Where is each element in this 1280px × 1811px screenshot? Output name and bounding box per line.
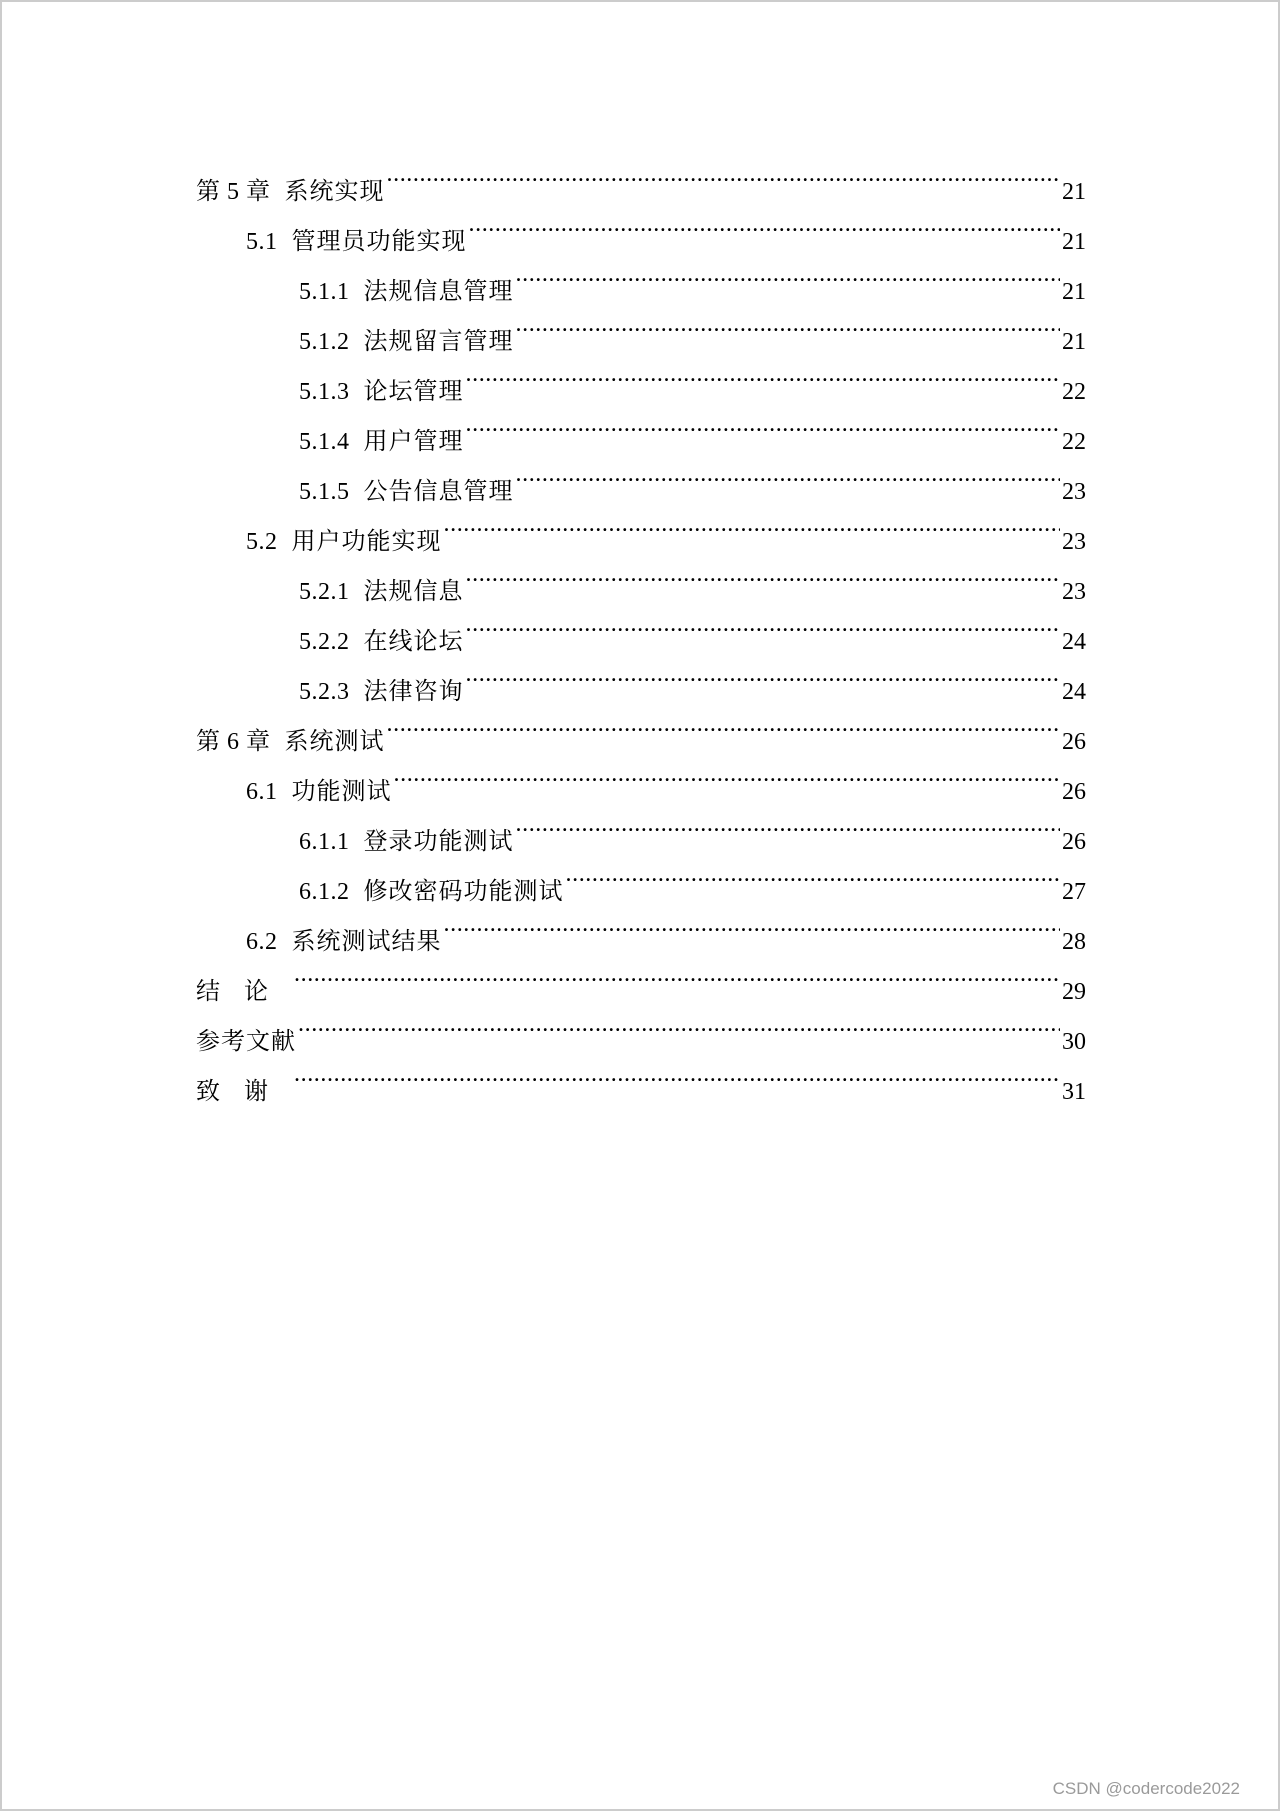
dot-leader bbox=[466, 599, 1061, 649]
toc-entry-number: 5.1.3 bbox=[299, 379, 350, 405]
toc-entry-page: 22 bbox=[1062, 379, 1086, 405]
toc-entry-title: 公告信息管理 bbox=[363, 479, 514, 505]
toc-entry-number: 6.1.1 bbox=[299, 829, 350, 855]
dot-leader bbox=[466, 649, 1061, 699]
toc-entry-number: 5.2.3 bbox=[299, 679, 350, 705]
toc-entry-number: 5.1.2 bbox=[299, 329, 350, 355]
toc-entry-number: 6.1.2 bbox=[299, 879, 350, 905]
toc-entry-title: 修改密码功能测试 bbox=[363, 879, 564, 905]
toc-entry-page: 30 bbox=[1062, 1029, 1086, 1055]
toc-entry-title: 功能测试 bbox=[291, 779, 392, 805]
toc-entry-references[interactable] bbox=[196, 999, 1086, 1055]
dot-leader bbox=[394, 749, 1061, 799]
toc-entry-title: 用户管理 bbox=[363, 429, 464, 455]
toc-entry-conclusion[interactable] bbox=[196, 949, 1086, 1005]
toc-entry-number: 5.2.2 bbox=[299, 629, 350, 655]
toc-entry-page: 26 bbox=[1062, 779, 1086, 805]
toc-entry-page: 21 bbox=[1062, 229, 1086, 255]
dot-leader bbox=[516, 449, 1061, 499]
toc-entry-title: 在线论坛 bbox=[363, 629, 464, 655]
toc-entry-page: 29 bbox=[1062, 979, 1086, 1005]
toc-entry-page: 28 bbox=[1062, 929, 1086, 955]
dot-leader bbox=[387, 699, 1061, 749]
toc-entry-number: 6.1 bbox=[246, 779, 278, 805]
toc-entry-title: 系统测试 bbox=[284, 729, 385, 755]
toc-entry-title: 系统测试结果 bbox=[291, 929, 442, 955]
dot-leader bbox=[466, 399, 1061, 449]
toc-entry-number: 5.2.1 bbox=[299, 579, 350, 605]
toc-entry-number: 5.1.1 bbox=[299, 279, 350, 305]
toc-entry-page: 31 bbox=[1062, 1079, 1086, 1105]
toc-entry-title: 法规信息管理 bbox=[363, 279, 514, 305]
toc-entry-title: 致谢 bbox=[196, 1079, 292, 1105]
toc-entry-title: 登录功能测试 bbox=[363, 829, 514, 855]
toc-entry-page: 21 bbox=[1062, 329, 1086, 355]
dot-leader bbox=[566, 849, 1061, 899]
toc-entry-title: 参考文献 bbox=[196, 1029, 296, 1055]
toc-entry-page: 24 bbox=[1062, 679, 1086, 705]
table-of-contents bbox=[196, 149, 1086, 1105]
toc-entry-number: 6.2 bbox=[246, 929, 278, 955]
dot-leader bbox=[294, 1049, 1060, 1099]
toc-entry-title: 法律咨询 bbox=[363, 679, 464, 705]
toc-entry-page: 23 bbox=[1062, 529, 1086, 555]
toc-entry-title: 管理员功能实现 bbox=[291, 229, 467, 255]
toc-entry-page: 22 bbox=[1062, 429, 1086, 455]
toc-entry-page: 23 bbox=[1062, 479, 1086, 505]
watermark: CSDN @codercode2022 bbox=[1052, 1779, 1240, 1798]
toc-entry-acknowledgements[interactable] bbox=[196, 1049, 1086, 1105]
dot-leader bbox=[466, 349, 1061, 399]
dot-leader bbox=[444, 899, 1061, 949]
toc-entry-title: 系统实现 bbox=[284, 179, 385, 205]
toc-entry-chapter-5[interactable] bbox=[196, 149, 1086, 205]
toc-entry-page: 26 bbox=[1062, 829, 1086, 855]
toc-entry-title: 论坛管理 bbox=[363, 379, 464, 405]
toc-entry-title: 结论 bbox=[196, 979, 292, 1005]
dot-leader bbox=[294, 949, 1060, 999]
dot-leader bbox=[444, 499, 1061, 549]
toc-entry-page: 26 bbox=[1062, 729, 1086, 755]
dot-leader bbox=[466, 549, 1061, 599]
toc-entry-page: 27 bbox=[1062, 879, 1086, 905]
dot-leader bbox=[516, 249, 1061, 299]
dot-leader bbox=[516, 799, 1061, 849]
toc-entry-page: 23 bbox=[1062, 579, 1086, 605]
toc-entry-number: 第 5 章 bbox=[196, 179, 271, 205]
toc-entry-number: 第 6 章 bbox=[196, 729, 271, 755]
dot-leader bbox=[387, 149, 1061, 199]
toc-entry-title: 用户功能实现 bbox=[291, 529, 442, 555]
toc-entry-title: 法规信息 bbox=[363, 579, 464, 605]
toc-entry-number: 5.1 bbox=[246, 229, 278, 255]
dot-leader bbox=[469, 199, 1061, 249]
toc-entry-page: 21 bbox=[1062, 179, 1086, 205]
toc-entry-page: 21 bbox=[1062, 279, 1086, 305]
toc-entry-title: 法规留言管理 bbox=[363, 329, 514, 355]
dot-leader bbox=[516, 299, 1061, 349]
toc-entry-number: 5.2 bbox=[246, 529, 278, 555]
dot-leader bbox=[298, 999, 1060, 1049]
toc-entry-page: 24 bbox=[1062, 629, 1086, 655]
toc-entry-number: 5.1.4 bbox=[299, 429, 350, 455]
toc-entry-number: 5.1.5 bbox=[299, 479, 350, 505]
